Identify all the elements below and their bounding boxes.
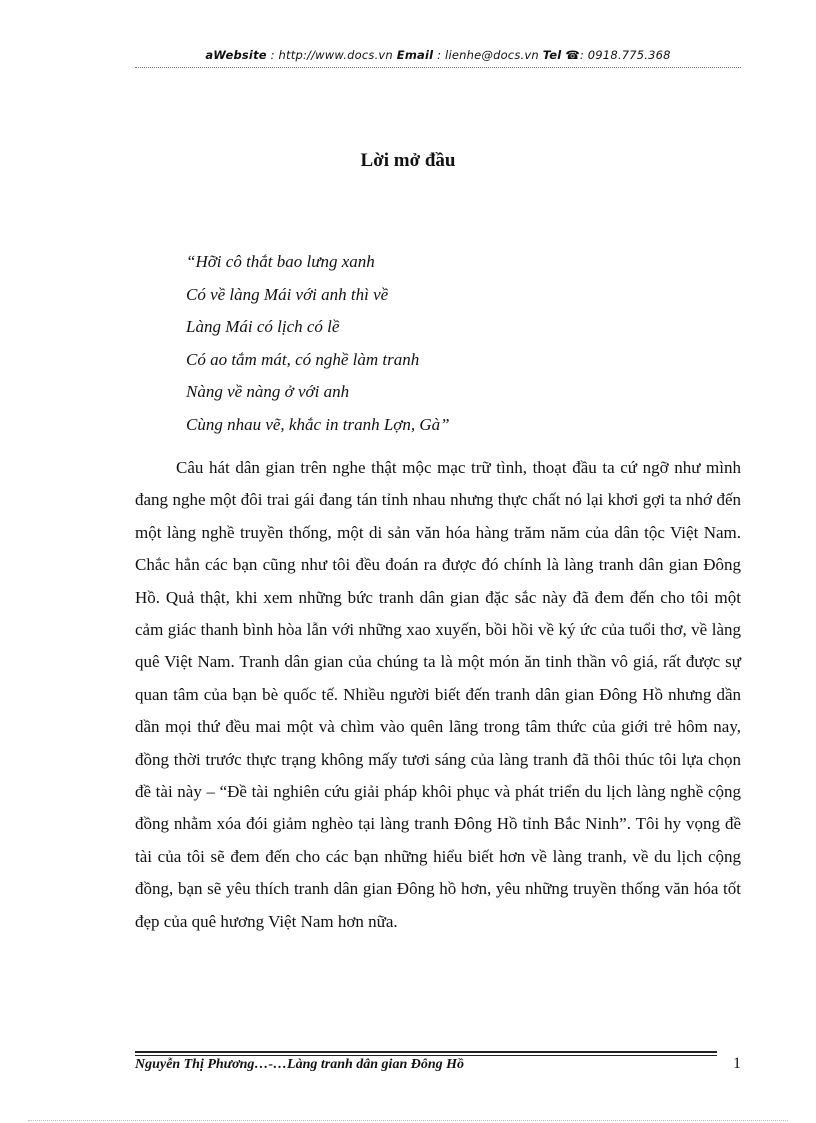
page-number: 1 — [733, 1055, 741, 1072]
footer-author-line: Nguyễn Thị Phương…-…Làng tranh dân gian Đông Hồ — [135, 1057, 465, 1072]
footer-divider-thick — [135, 1051, 717, 1053]
poem-line: “Hỡi cô thắt bao lưng xanh — [186, 252, 375, 271]
header-email-value: : lienhe@docs.vn — [433, 48, 543, 62]
header-tel-label: Tel — [542, 48, 562, 62]
body-paragraph: Câu hát dân gian trên nghe thật mộc mạc trữ tình, thoạt đầu ta cứ ngỡ như mình đang nghe một đôi trai gái đang tán tỉnh nhau nhưng thực chất nó lại khơi gợi ta nhớ đến một làng nghề truyền thống, một di sản văn hóa hàng trăm năm của dân tộc Việt Nam. Chắc hẳn các bạn cũng như tôi đều đoán ra được đó chính là làng tranh dân gian Đông Hồ. Quả thật, khi xem những bức tranh dân gian đặc sắc này đã đem đến cho tôi một cảm giác thanh bình hòa lẫn với những xao xuyến, bồi hồi về ký ức của tuổi thơ, về làng quê Việt Nam. Tranh dân gian của chúng ta là một món ăn tinh thần vô giá, rất được sự quan tâm của bạn bè quốc tế. Nhiều người biết đến tranh dân gian Đông Hồ nhưng dần dần mọi thứ đều mai một và chìm vào quên lãng trong tâm thức của giới trẻ hôm nay, đồng thời trước thực trạng không mấy tươi sáng của làng tranh đã thôi thúc tôi lựa chọn đề tài này – “Đề tài nghiên cứu giải pháp khôi phục và phát triển du lịch làng nghề cộng đồng nhằm xóa đói giảm nghèo tại làng tranh Đông Hồ tỉnh Bắc Ninh”. Tôi hy vọng đề tài của tôi sẽ đem đến cho các bạn những hiểu biết hơn về làng tranh, về du lịch cộng đồng, bạn sẽ yêu thích tranh dân gian Đông hồ hơn, yêu những truyền thống văn hóa tốt đẹp của quê hương Việt Nam hơn nữa. — [135, 458, 741, 931]
poem-line: Nàng về nàng ở với anh — [186, 382, 350, 401]
header-divider — [135, 67, 741, 68]
footer-divider-thin — [135, 1055, 717, 1056]
poem-line: Cùng nhau vẽ, khắc in tranh Lợn, Gà” — [186, 414, 450, 434]
header-tel-value: : 0918.775.368 — [579, 48, 671, 62]
header-website-label: Website — [213, 48, 267, 62]
header-website-value: : http://www.docs.vn — [266, 48, 397, 62]
poem-block — [186, 250, 450, 445]
poem-line: Làng Mái có lịch có lề — [186, 317, 340, 336]
page-header — [135, 48, 741, 62]
header-email-label: Email — [396, 48, 434, 62]
page-title: Lời mở đầu — [360, 150, 456, 171]
phone-icon: ☎ — [565, 48, 580, 62]
poem-line: Có về làng Mái với anh thì về — [186, 284, 389, 304]
page-bottom-edge — [28, 1120, 788, 1121]
header-website-prefix: a — [205, 48, 214, 62]
poem-line: Có ao tắm mát, có nghề làm tranh — [186, 349, 420, 369]
